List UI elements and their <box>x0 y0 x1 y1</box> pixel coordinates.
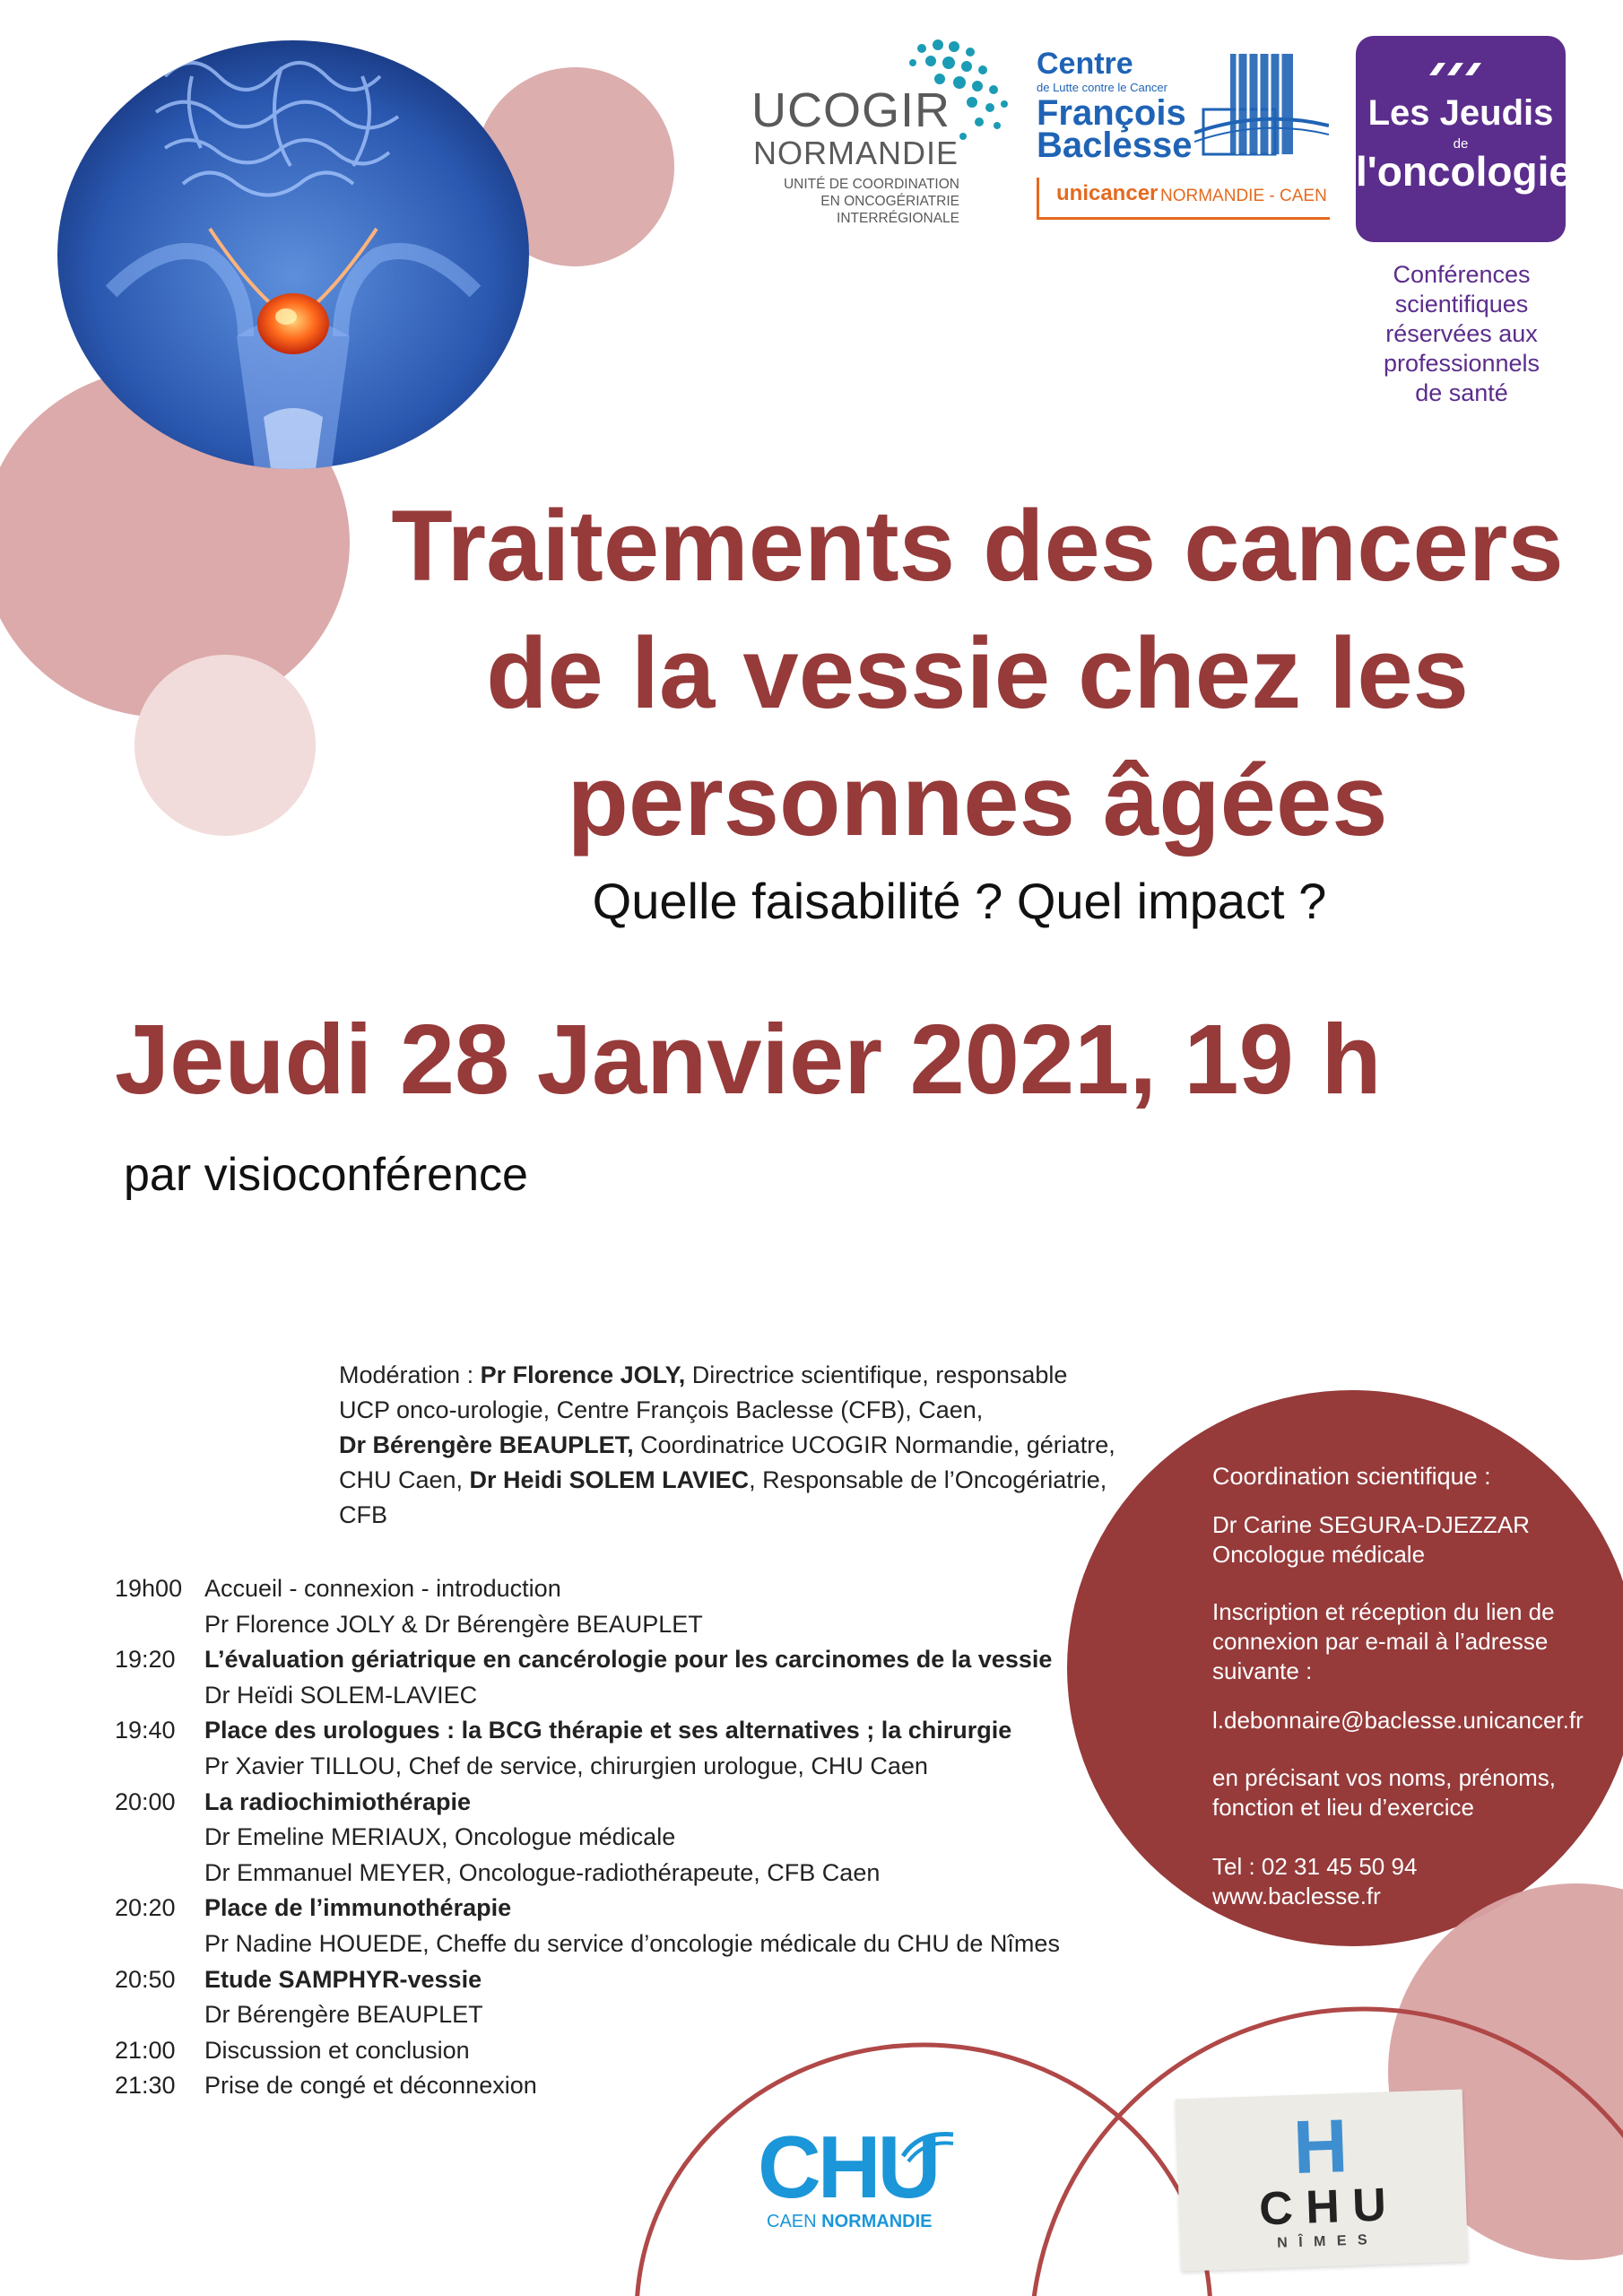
contact-email[interactable]: l.debonnaire@baclesse.unicancer.fr <box>1212 1707 1584 1734</box>
program-text: Place de l’immunothérapie <box>204 1894 512 1922</box>
precision-text: en précisant vos noms, prénoms, fonction et lieu d’exercice <box>1212 1764 1556 1821</box>
event-date: Jeudi 28 Janvier 2021, 19 h <box>115 1004 1382 1115</box>
baclesse-building-icon <box>1194 47 1329 156</box>
program-text: L’évaluation gériatrique en cancérologie pour les carcinomes de la vessie <box>204 1646 1053 1674</box>
program-time: 19h00 <box>115 1575 183 1602</box>
title-line-2: de la vessie chez les <box>486 617 1469 729</box>
program-time <box>115 1607 204 1643</box>
chu-caen-main: CHU <box>758 2118 938 2216</box>
light-pink-circle <box>135 655 316 836</box>
contact-web[interactable]: www.baclesse.fr <box>1212 1883 1381 1909</box>
moderator-joly: Pr Florence JOLY, <box>480 1361 686 1388</box>
program-text: Pr Xavier TILLOU, Chef de service, chirurgien urologue, CHU Caen <box>204 1752 928 1779</box>
coordination-block <box>1212 1462 1607 1911</box>
program-text: La radiochimiothérapie <box>204 1787 472 1815</box>
event-mode: par visioconférence <box>124 1149 528 1201</box>
title-line-1: Traitements des cancers <box>391 490 1564 602</box>
jeudis-caption: Conférences scientifiques réservées aux professionnels de santé <box>1383 261 1541 406</box>
page-subtitle: Quelle faisabilité ? Quel impact ? <box>592 873 1327 929</box>
baclesse-logo <box>1033 47 1338 226</box>
inscription-text: Inscription et réception du lien de connexion par e-mail à l’adresse suivante : <box>1212 1598 1555 1684</box>
jeudis-de: de <box>1453 136 1469 152</box>
program-text: Dr Heïdi SOLEM-LAVIEC <box>204 1681 478 1709</box>
program-text: Accueil - connexion - introduction <box>204 1575 561 1602</box>
program-text: Prise de congé et déconnexion <box>204 2072 537 2100</box>
ucogir-name-1: UCOGIR <box>751 83 950 137</box>
coordination-heading: Coordination scientifique : <box>1212 1463 1491 1490</box>
chu-caen-sub: CAEN NORMANDIE <box>767 2212 933 2231</box>
baclesse-francois: François <box>1037 93 1186 133</box>
jeudis-logo <box>1356 36 1572 242</box>
ucogir-logo <box>751 36 1020 233</box>
chu-caen-logo <box>758 2118 973 2244</box>
program-text: Pr Florence JOLY & Dr Bérengère BEAUPLET <box>204 1610 703 1638</box>
ucogir-name-2: NORMANDIE <box>753 135 959 171</box>
jeudis-dashes-icon <box>1426 59 1488 79</box>
jeudis-line2: l'oncologie <box>1356 148 1572 195</box>
program-text: Etude SAMPHYR-vessie <box>204 1965 482 1993</box>
program-row <box>115 1607 1047 1643</box>
baclesse-small: de Lutte contre le Cancer <box>1037 81 1167 94</box>
program-text: Dr Emeline MERIAUX, Oncologue médicale <box>204 1823 676 1851</box>
program-row <box>115 1678 1047 1714</box>
program-time: 20:50 <box>115 1965 176 1993</box>
moderator-beauplet: Dr Bérengère BEAUPLET, <box>339 1431 634 1458</box>
title-line-3: personnes âgées <box>567 744 1388 857</box>
program-row <box>115 1571 1047 1607</box>
chu-caen-wave-icon <box>901 2129 955 2165</box>
program-time <box>115 1820 204 1856</box>
program-time <box>115 1749 204 1785</box>
ucogir-tagline: UNITÉ DE COORDINATION EN ONCOGÉRIATRIE INTERRÉGIONALE <box>783 177 959 226</box>
program-time: 21:30 <box>115 2072 176 2100</box>
unicancer-label: unicancer <box>1056 181 1159 205</box>
chu-nimes-logo <box>1176 2089 1469 2271</box>
unicancer-region: NORMANDIE - CAEN <box>1160 187 1327 205</box>
bladder-illustration <box>57 40 529 469</box>
program-text: Pr Nadine HOUEDE, Cheffe du service d’oncologie médicale du CHU de Nîmes <box>204 1929 1060 1957</box>
program-time: 19:40 <box>115 1717 176 1744</box>
program-row <box>115 1856 1047 1892</box>
baclesse-baclesse: Baclesse <box>1037 126 1193 165</box>
coordinator-role: Oncologue médicale <box>1212 1541 1426 1568</box>
contact-tel: Tel : 02 31 45 50 94 <box>1212 1853 1418 1880</box>
chu-nimes-sub: N Î M E S <box>1276 2232 1371 2251</box>
program-time <box>115 1856 204 1892</box>
program-row <box>115 1642 1053 1678</box>
program-row <box>115 1785 1047 1821</box>
baclesse-centre: Centre <box>1037 47 1133 81</box>
program-time: 21:00 <box>115 2036 176 2064</box>
program-row <box>115 1749 1047 1785</box>
program-time <box>115 1678 204 1714</box>
program-row <box>115 1891 1047 1926</box>
chu-nimes-main: C H U <box>1258 2179 1387 2236</box>
program-text: Discussion et conclusion <box>204 2036 470 2064</box>
jeudis-line1: Les Jeudis <box>1367 93 1554 133</box>
program-time: 20:00 <box>115 1787 176 1815</box>
moderation-block: Modération : Pr Florence JOLY, Directrice scientifique, responsable UCP onco-urologie, Centre François Baclesse (CFB), Caen, Dr Bérengère BEAUPLET, Coordinatrice UCOGIR Normandie, gériatre, CHU Caen, Dr Heidi SOLEM LAVIEC, Responsable de l’Oncogériatrie, CFB <box>339 1361 1115 1528</box>
program-text: Place des urologues : la BCG thérapie et ses alternatives ; la chirurgie <box>204 1717 1012 1744</box>
program-text: Dr Bérengère BEAUPLET <box>204 2001 483 2029</box>
chu-nimes-letter: H <box>1291 2102 1350 2190</box>
program-time: 19:20 <box>115 1646 176 1674</box>
page-title <box>341 483 1614 865</box>
moderator-solem: Dr Heidi SOLEM LAVIEC <box>469 1466 750 1493</box>
coordinator-name: Dr Carine SEGURA-DJEZZAR <box>1212 1511 1530 1538</box>
program-time: 20:20 <box>115 1894 176 1922</box>
program-row <box>115 1713 1047 1749</box>
program-row <box>115 1820 1047 1856</box>
program-text: Dr Emmanuel MEYER, Oncologue-radiothérapeute, CFB Caen <box>204 1858 881 1886</box>
